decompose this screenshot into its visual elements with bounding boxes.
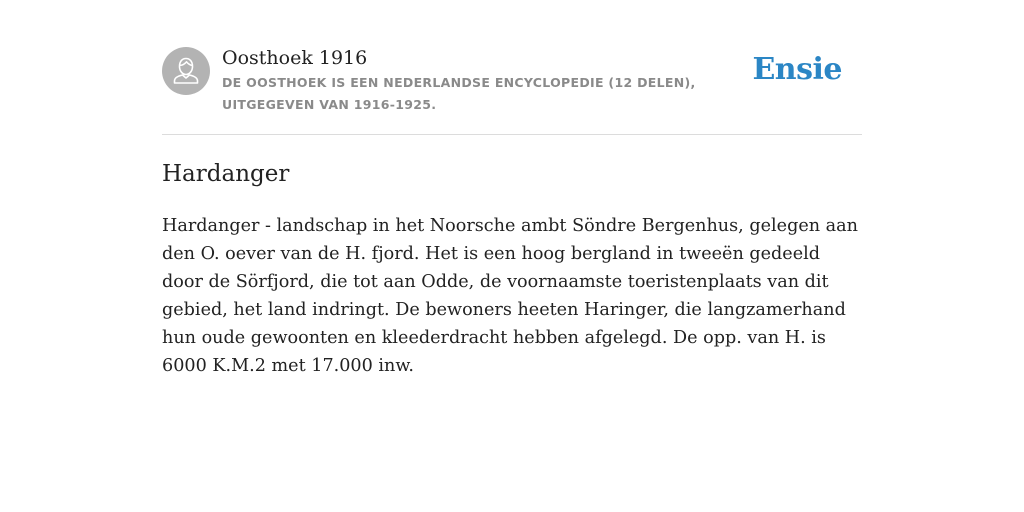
entry-title: Hardanger [162, 161, 290, 187]
entry-body: Hardanger - landschap in het Noorsche ambt Söndre Bergenhus, gelegen aan den O. oever van de H. fjord. Het is een hoog bergland in tweeën gedeeld door de Sörfjord, die tot aan Odde, de voornaamste toeristenplaats van dit gebied, het land indringt. De bewoners heeten Haringer, die langzamerhand hun oude gewoonten en kleederdracht hebben afgelegd. De opp. van H. is 6000 K.M.2 met 17.000 inw. [162, 216, 858, 376]
user-icon [162, 47, 210, 95]
ensie-logo[interactable]: Ensie [752, 52, 842, 87]
avatar[interactable] [162, 47, 210, 95]
source-description: DE OOSTHOEK IS EEN NEDERLANDSE ENCYCLOPEDIE (12 DELEN), UITGEGEVEN VAN 1916-1925. [222, 75, 696, 112]
source-title[interactable]: Oosthoek 1916 [222, 47, 368, 69]
page-container [162, 0, 862, 376]
source-header [162, 0, 862, 135]
